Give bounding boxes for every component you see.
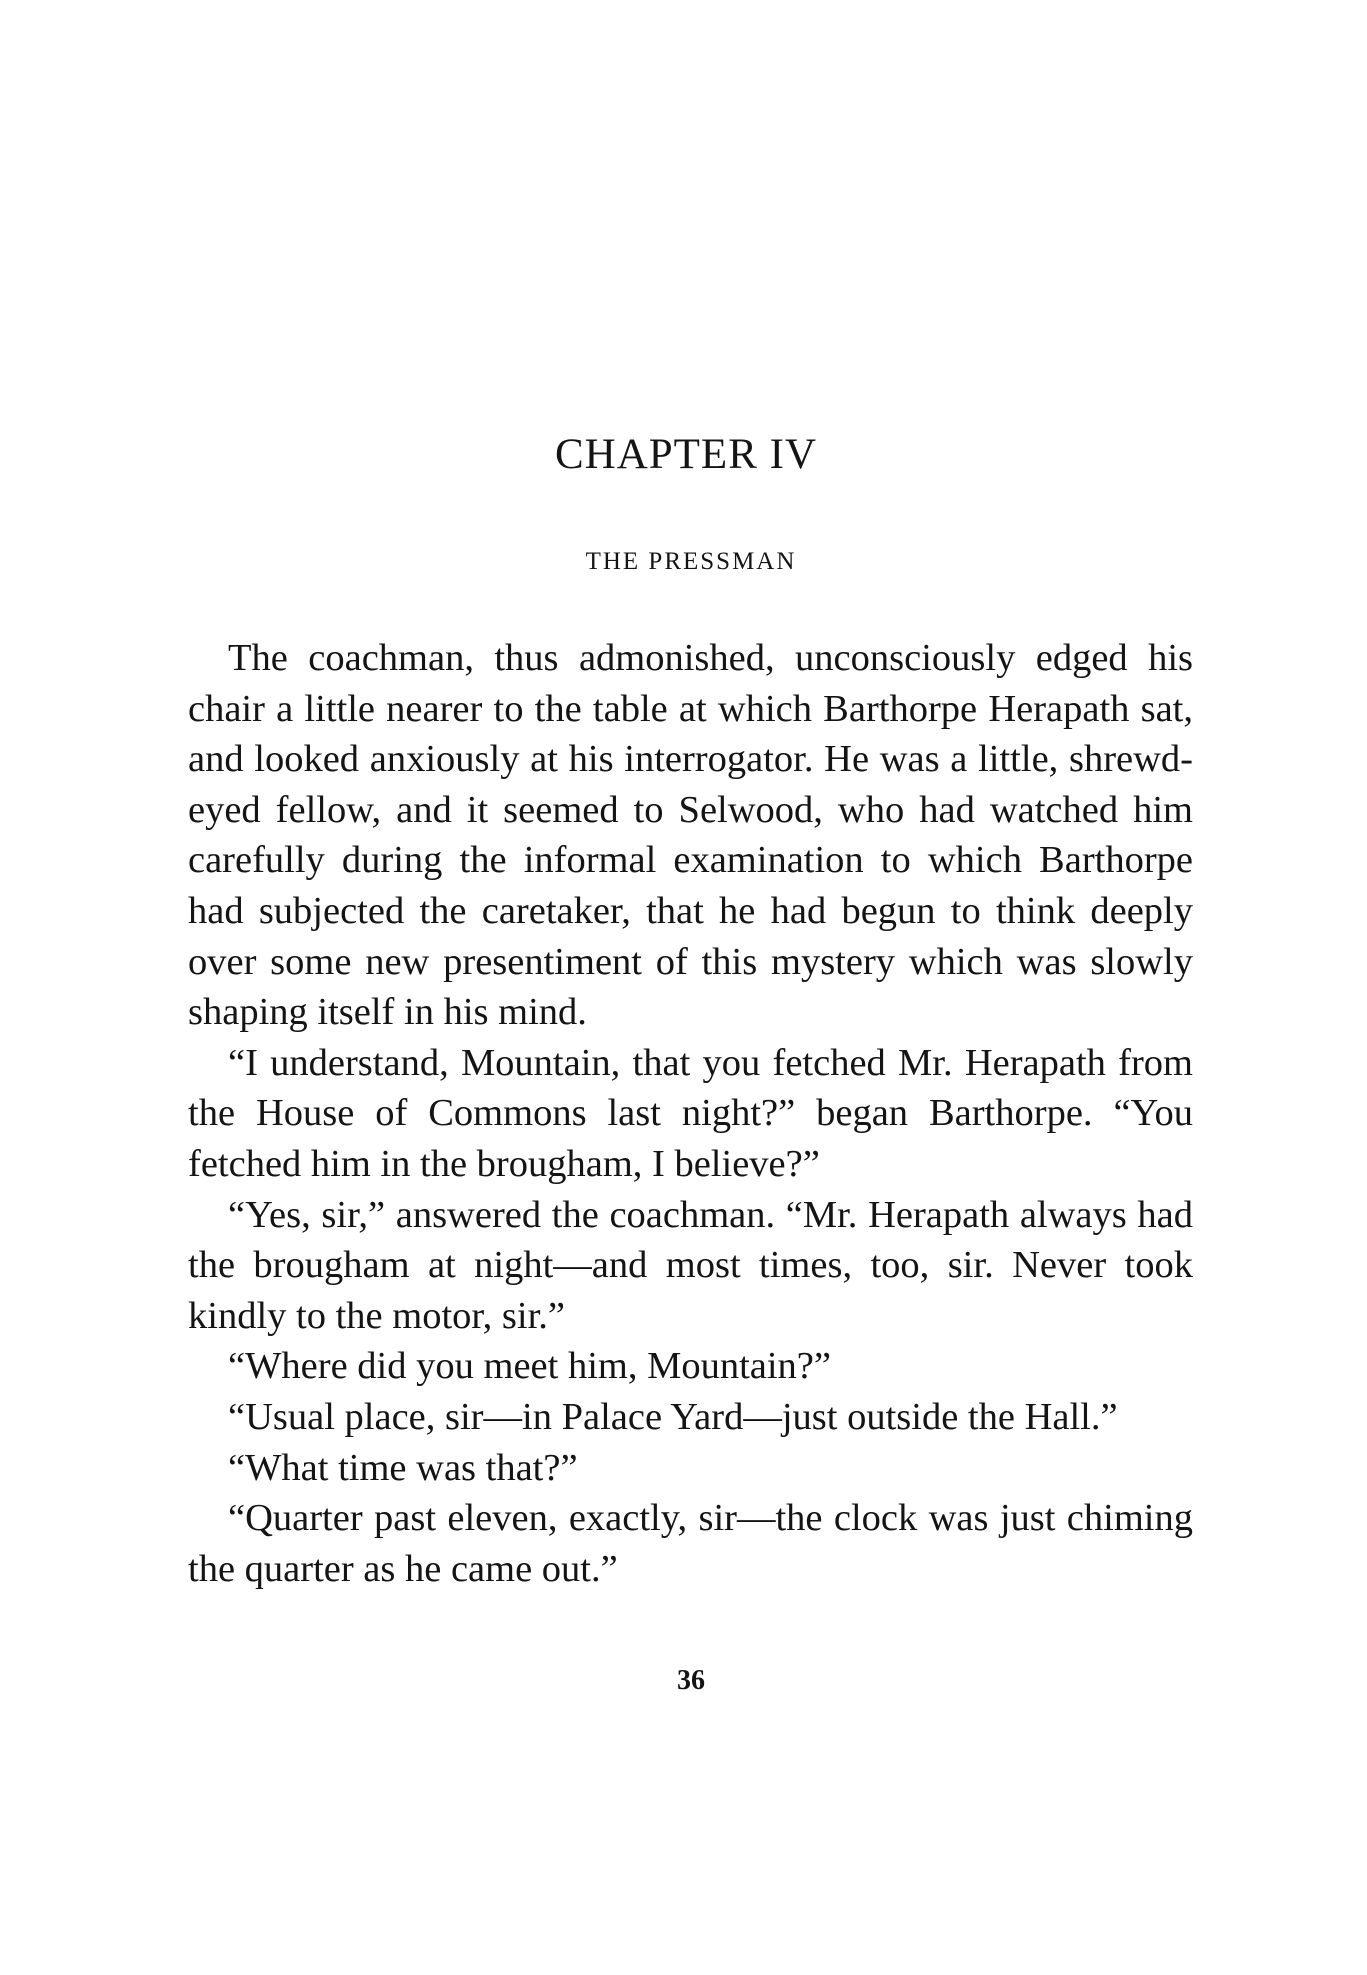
paragraph: “Yes, sir,” answered the coachman. “Mr. Herapath always had the brougham at night—and most times, too, sir. Never took kindly to the motor, sir.” (188, 1193, 1193, 1337)
chapter-body (188, 633, 1193, 1594)
paragraph: “Quarter past eleven, exactly, sir—the clock was just chiming the quarter as he came out.” (188, 1497, 1193, 1590)
paragraph: “Where did you meet him, Mountain?” (228, 1345, 831, 1388)
chapter-title: CHAPTER IV (554, 431, 818, 478)
paragraph: “I understand, Mountain, that you fetched Mr. Herapath from the House of Commons last night?” began Barthorpe. “You fetched him in the brougham, I believe?” (188, 1041, 1193, 1185)
chapter-subtitle: THE PRESSMAN (585, 548, 797, 575)
page-number: 36 (677, 1665, 705, 1696)
paragraph: “What time was that?” (228, 1446, 578, 1489)
paragraph: “Usual place, sir—in Palace Yard—just outside the Hall.” (228, 1395, 1118, 1438)
paragraph: The coachman, thus admonished, unconsciously edged his chair a little nearer to the table at which Barthorpe Herapath sat, and looked anxiously at his interrogator. He was a little, shrewd-eyed fellow, and it seemed to Selwood, who had watched him carefully during the informal examination to which Barthorpe had subjected the caretaker, that he had begun to think deeply over some new presentiment of this mystery which was slowly shaping itself in his mind. (188, 637, 1193, 1034)
